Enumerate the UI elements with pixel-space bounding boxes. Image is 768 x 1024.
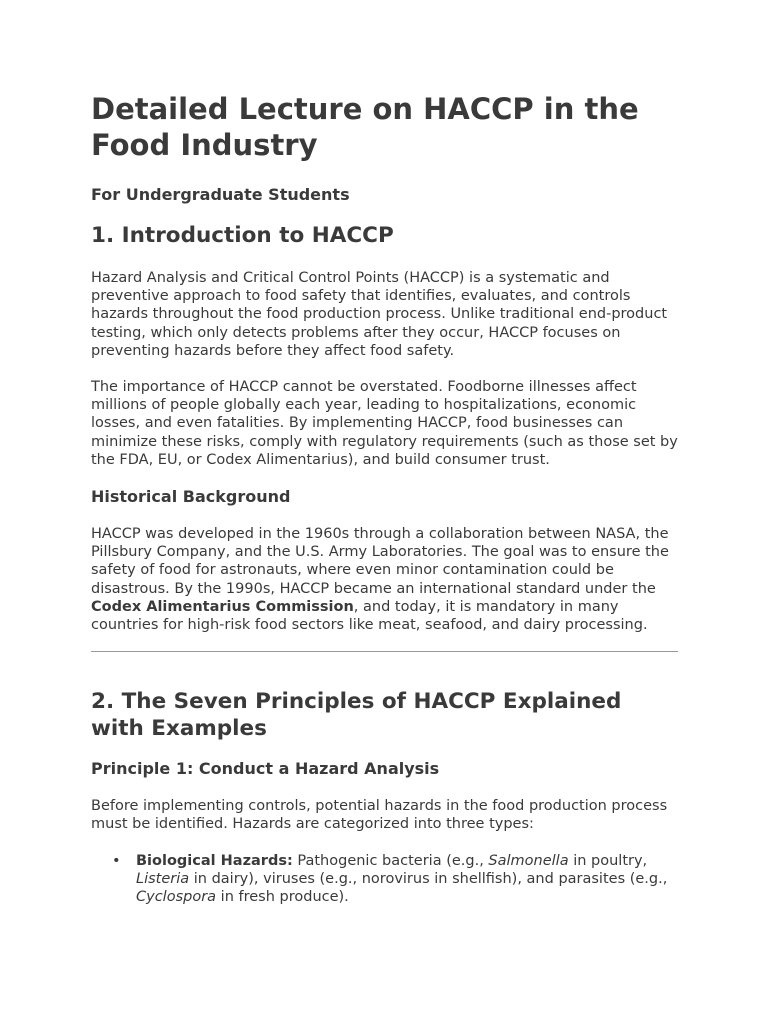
principle-1-intro: Before implementing controls, potential hazards in the food production process must be identified. Hazards are categorized into three types: xyxy=(91,798,668,833)
section-divider xyxy=(91,651,678,652)
section-heading-principles: 2. The Seven Principles of HACCP Explained with Examples xyxy=(91,689,622,742)
document-subtitle: For Undergraduate Students xyxy=(91,185,350,204)
hazard-text: in poultry, xyxy=(568,852,648,869)
hazard-text: in dairy), viruses (e.g., norovirus in shellfish), and parasites (e.g., xyxy=(189,870,668,887)
hazard-types-list xyxy=(91,852,678,907)
historical-text-end: , and today, it is mandatory in many countries for high-risk food sectors like meat, seafood, and dairy processing. xyxy=(91,598,648,634)
intro-paragraph-2: The importance of HACCP cannot be overstated. Foodborne illnesses affect millions of people globally each year, leading to hospitalizations, economic losses, and even fatalities. By implementing HACCP, food businesses can minimize these risks, comply with regulatory requirements (such as those set by the FDA, EU, or Codex Alimentarius), and build consumer trust. xyxy=(91,379,678,468)
pathogen-name: Cyclospora xyxy=(136,889,217,906)
list-item xyxy=(112,852,678,907)
historical-text-start: HACCP was developed in the 1960s through a collaboration between NASA, the Pillsbury Company, and the U.S. Army Laboratories. The goal was to ensure the safety of food for astronauts, where even minor contamination could be disastrous. By the 1990s, HACCP became an international standard under the xyxy=(91,526,669,597)
historical-background-heading: Historical Background xyxy=(91,487,291,507)
historical-background-paragraph xyxy=(91,525,678,634)
codex-commission-bold: Codex Alimentarius Commission xyxy=(91,598,354,615)
section-heading-introduction: 1. Introduction to HACCP xyxy=(91,223,394,248)
principle-1-heading: Principle 1: Conduct a Hazard Analysis xyxy=(91,759,440,779)
hazard-text: Pathogenic bacteria (e.g., xyxy=(292,852,489,869)
pathogen-name: Listeria xyxy=(136,870,190,887)
intro-paragraph-1: Hazard Analysis and Critical Control Points (HACCP) is a systematic and preventive approach to food safety that identifies, evaluates, and controls hazards throughout the food production process. Unlike traditional end-product testing, which only detects problems after they occur, HACCP focuses on preventing hazards before they affect food safety. xyxy=(91,270,668,359)
pathogen-name: Salmonella xyxy=(488,852,569,869)
hazard-label: Biological Hazards: xyxy=(136,852,293,869)
document-title: Detailed Lecture on HACCP in the Food Industry xyxy=(91,92,639,162)
bullet-marker: • xyxy=(112,852,121,869)
hazard-text: in fresh produce). xyxy=(216,889,349,906)
